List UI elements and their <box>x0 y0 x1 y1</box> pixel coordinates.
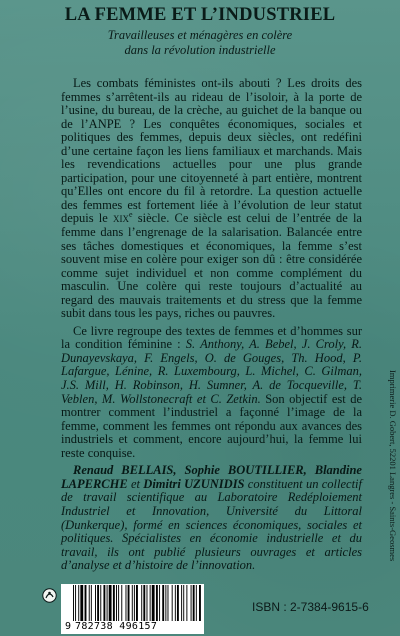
barcode-bar <box>136 585 138 621</box>
blurb-paragraph-2-part-b: Son objectif est de montrer comment l’industriel a façonné l’image de la femme, comment les femmes ont répondu aux avances des industriels et comment, encore aujourd’hui, la femme lui reste conquise. <box>61 391 362 460</box>
barcode-bar <box>168 585 169 621</box>
barcode-bar <box>177 585 179 621</box>
barcode-bar <box>134 585 135 621</box>
barcode-bar <box>85 585 87 621</box>
publisher-logo-icon <box>42 588 57 603</box>
contributor-names: S. Anthony, A. Bebel, J. Croly, R. Dunayevskaya, F. Engels, O. de Gouges, Th. Hood, P. Lafargue, Lénine, R. Luxembourg, L. Michel, C. Gilman, J.S. Mill, H. Robinson, H. Sumner, A. de Tocqueville, T. Veblen, M. Wollstonecraft et C. Zetkin. <box>61 337 363 406</box>
barcode-bars <box>73 585 202 621</box>
author-names-a: Renaud BELLAIS, Sophie BOUTILLIER, Blandine LAPERCHE <box>61 463 362 491</box>
blurb-paragraph-1-part-a: Les combats féministes ont-ils abouti ? Les droits des femmes s’arrêtent-ils au rideau de l’isoloir, à la porte de l’usine, du bureau, de la crèche, au guichet de la banque ou de l’ANPE ? Les conquêtes économiques, sociales et politiques des femmes, depuis deux siècles, ont redéfini d’une certaine façon les liens familiaux et marchands. Mais les revendications actuelles pour une plus grande participation, pour une citoyenneté à part entière, montrent qu’Elles ont encore du fil à retordre. La question actuelle des femmes est fortement liée à l’évolution de leur statut depuis le <box>61 76 362 226</box>
barcode-bar <box>172 585 173 621</box>
barcode-bar <box>89 585 90 621</box>
barcode-bar <box>116 585 117 621</box>
barcode-bar <box>121 585 122 621</box>
barcode-bar <box>107 585 108 621</box>
barcode-digits: 782738 496157 <box>75 621 158 632</box>
barcode-bar <box>109 585 112 621</box>
barcode-bar <box>147 585 148 621</box>
barcode-bar <box>193 585 195 621</box>
barcode-bar <box>159 585 160 621</box>
barcode-bar <box>132 585 133 621</box>
barcode-bar <box>152 585 155 621</box>
barcode-bar <box>75 585 76 621</box>
authors-paragraph <box>61 464 362 572</box>
blurb-paragraph-1-part-b: siècle. Ce siècle est celui de l’entrée de la femme dans l’engrenage de la salarisation. Balancée entre ses tâches domestiques et économiques, la femme s’est souvent mise en colère pour exiger son dû : être considérée comme sujet individuel et non comme complément du masculin. Une colère qui reste toujours d’actualité au regard des mauvais traitements et du stress que la femme subit dans tous les pays, riches ou pauvres. <box>61 211 362 321</box>
barcode-bar <box>91 585 92 621</box>
barcode-bar <box>143 585 145 621</box>
century-numeral: xix <box>113 211 129 226</box>
isbn: ISBN : 2-7384-9615-6 <box>252 600 369 614</box>
barcode-bar <box>97 585 99 621</box>
barcode-bar <box>126 585 127 621</box>
barcode-bar <box>100 585 101 621</box>
barcode-bar <box>181 585 182 621</box>
barcode-bar <box>118 585 119 621</box>
author-names-b: Dimitri UZUNIDIS <box>143 476 245 491</box>
century-superscript: e <box>129 210 133 220</box>
barcode-bar <box>141 585 142 621</box>
barcode-bar <box>80 585 83 621</box>
cover-header <box>0 3 400 57</box>
barcode-bar <box>150 585 151 621</box>
barcode-bar <box>196 585 197 621</box>
blurb-paragraph-2-part-a: Ce livre regroupe des textes de femmes et d’hommes sur la condition féminine : <box>61 323 362 352</box>
barcode-bar <box>103 585 105 621</box>
barcode <box>61 584 204 634</box>
barcode-bar <box>165 585 166 621</box>
barcode-bar <box>191 585 192 621</box>
book-title: LA FEMME ET L’INDUSTRIEL <box>64 5 336 25</box>
authors-description: constituent un collectif de travail scientifique au Laboratoire Redéploiement Industriel et Innovation, Université du Littoral (Dunkerque), formé en sciences économiques, sociales et politiques. Spécialistes en économie industrielle et du travail, ils ont publié plusieurs ouvrages et articles d’analyse et d’histoire de l’innovation. <box>61 476 362 573</box>
barcode-bar <box>113 585 115 621</box>
barcode-bar <box>95 585 96 621</box>
barcode-bar <box>156 585 158 621</box>
barcode-bar <box>162 585 164 621</box>
barcode-bar <box>199 585 201 621</box>
barcode-bar <box>186 585 187 621</box>
blurb-paragraph-1 <box>61 77 362 321</box>
barcode-bar <box>175 585 176 621</box>
book-subtitle-line-1: Travailleuses et ménagères en colère <box>107 28 293 42</box>
blurb-text <box>61 77 362 573</box>
barcode-bar <box>183 585 184 621</box>
barcode-bar <box>128 585 130 621</box>
barcode-bar <box>73 585 74 621</box>
barcode-bar <box>78 585 79 621</box>
authors-and: et <box>127 476 144 491</box>
blurb-paragraph-2 <box>61 325 362 460</box>
barcode-prefix: 9 <box>65 621 72 632</box>
book-subtitle-line-2: dans la révolution industrielle <box>124 43 276 57</box>
printer-imprint: Imprimerie D. Gobert, 52201 Langres - Saints-Geosmes <box>388 370 398 562</box>
